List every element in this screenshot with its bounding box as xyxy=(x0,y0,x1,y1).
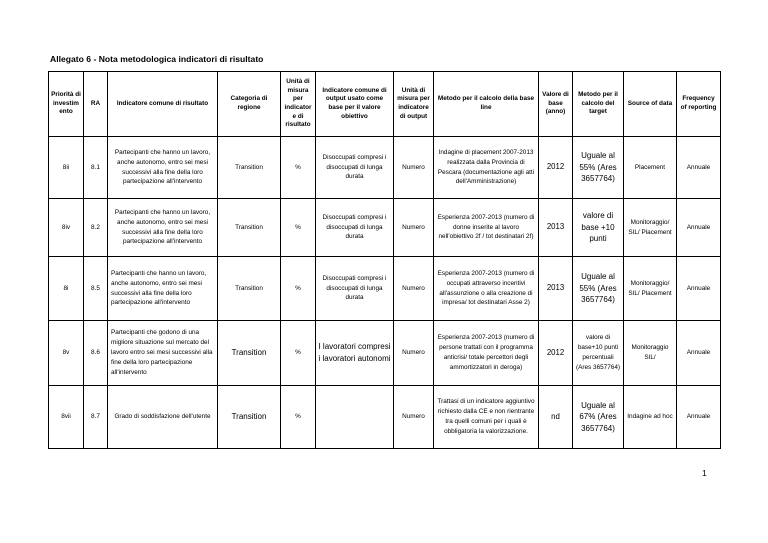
cell-priorita: 8vii xyxy=(49,386,84,449)
cell-categoria: Transition xyxy=(218,386,281,449)
cell-output: Disoccupati compresi i disoccupati di lunga durata xyxy=(316,199,394,257)
document-title: Allegato 6 - Nota metodologica indicatori di risultato xyxy=(50,54,264,64)
cell-indicatore: Partecipanti che godono di una migliore situazione sul mercato del lavoro entro sei mesi successivi alla fine della loro partecipazione all'intervento xyxy=(108,321,218,386)
table-row xyxy=(49,257,721,321)
cell-source: Monitoraggio/ SIL/ Placement xyxy=(624,257,677,321)
cell-priorita: 8ii xyxy=(49,137,84,199)
header-unita-misura: Unità di misura per indicator e di risultato xyxy=(281,72,316,137)
cell-output: Disoccupati compresi i disoccupati di lunga durata xyxy=(316,137,394,199)
cell-categoria: Transition xyxy=(218,257,281,321)
header-output: Indicatore comune di output usato come base per il valore obiettivo xyxy=(316,72,394,137)
cell-metodo-base: Esperienza 2007-2013 (numero di persone trattati con il programma anticrisi/ totale percettori degli ammortizzatori in deroga) xyxy=(434,321,539,386)
cell-frequency: Annuale xyxy=(677,137,721,199)
cell-indicatore: Partecipanti che hanno un lavoro, anche autonomo, entro sei mesi successivi alla fine della loro partecipazione all'intervento xyxy=(108,257,218,321)
cell-ra: 8.6 xyxy=(84,321,108,386)
header-metodo-base: Metodo per il calcolo della base line xyxy=(434,72,539,137)
cell-source: Indagine ad hoc xyxy=(624,386,677,449)
page-number: 1 xyxy=(702,468,707,478)
header-indicatore: Indicatore comune di risultato xyxy=(108,72,218,137)
cell-indicatore: Partecipanti che hanno un lavoro, anche autonomo, entro sei mesi successivi alla fine della loro partecipazione all'intervento xyxy=(108,199,218,257)
header-frequency: Frequency of reporting xyxy=(677,72,721,137)
cell-target: Uguale al 55% (Ares 3657764) xyxy=(573,137,624,199)
cell-metodo-base: Trattasi di un indicatore aggiuntivo richiesto dalla CE e non rientrante tra quelli comuni per i quali è obbligatoria la valorizzazione. xyxy=(434,386,539,449)
cell-ra: 8.2 xyxy=(84,199,108,257)
cell-anno: 2013 xyxy=(539,199,573,257)
cell-categoria: Transition xyxy=(218,199,281,257)
cell-target: valore di base+10 punti percentuali (Ares 3657764) xyxy=(573,321,624,386)
cell-anno: 2013 xyxy=(539,257,573,321)
cell-anno: nd xyxy=(539,386,573,449)
cell-categoria: Transition xyxy=(218,321,281,386)
cell-anno: 2012 xyxy=(539,321,573,386)
table-header-row xyxy=(49,72,721,137)
header-ra: RA xyxy=(84,72,108,137)
table-row xyxy=(49,321,721,386)
cell-indicatore: Grado di soddisfazione dell'utente xyxy=(108,386,218,449)
cell-frequency: Annuale xyxy=(677,321,721,386)
cell-frequency: Annuale xyxy=(677,386,721,449)
cell-unita: % xyxy=(281,321,316,386)
cell-frequency: Annuale xyxy=(677,199,721,257)
cell-unita: % xyxy=(281,137,316,199)
cell-unita-output: Numero xyxy=(394,321,434,386)
cell-ra: 8.7 xyxy=(84,386,108,449)
cell-metodo-base: Indagine di placement 2007-2013 realizzata dalla Provincia di Pescara (documentazione agli atti dell'Amministrazione) xyxy=(434,137,539,199)
cell-source: Placement xyxy=(624,137,677,199)
cell-frequency: Annuale xyxy=(677,257,721,321)
cell-anno: 2012 xyxy=(539,137,573,199)
cell-unita: % xyxy=(281,257,316,321)
cell-unita-output: Numero xyxy=(394,257,434,321)
cell-priorita: 8i xyxy=(49,257,84,321)
header-unita-output: Unità di misura per indicatore di output xyxy=(394,72,434,137)
header-priorita: Priorità di investim ento xyxy=(49,72,84,137)
cell-unita-output: Numero xyxy=(394,199,434,257)
table-row xyxy=(49,137,721,199)
cell-unita: % xyxy=(281,199,316,257)
header-metodo-target: Metodo per il calcolo del target xyxy=(573,72,624,137)
cell-priorita: 8iv xyxy=(49,199,84,257)
cell-output xyxy=(316,386,394,449)
cell-output: Disoccupati compresi i disoccupati di lunga durata xyxy=(316,257,394,321)
cell-source: Monitoraggio/ SIL/ Placement xyxy=(624,199,677,257)
cell-metodo-base: Esperienza 2007-2013 (numero di occupati attraverso incentivi all'assunzione o alla creazione di impresa/ tot destinatari Asse 2) xyxy=(434,257,539,321)
cell-unita: % xyxy=(281,386,316,449)
cell-ra: 8.5 xyxy=(84,257,108,321)
cell-output: I lavoratori compresi i lavoratori autonomi xyxy=(316,321,394,386)
cell-indicatore: Partecipanti che hanno un lavoro, anche autonomo, entro sei mesi successivi alla fine della loro partecipazione all'intervento xyxy=(108,137,218,199)
table-row xyxy=(49,199,721,257)
indicators-table xyxy=(48,71,721,449)
cell-unita-output: Numero xyxy=(394,137,434,199)
cell-target: valore di base +10 punti xyxy=(573,199,624,257)
table-row xyxy=(49,386,721,449)
cell-unita-output: Numero xyxy=(394,386,434,449)
cell-metodo-base: Esperienza 2007-2013 (numero di donne inserite al lavoro nell'obiettivo 2f / tot destinatari 2f) xyxy=(434,199,539,257)
cell-source: Monitoraggio SIL/ xyxy=(624,321,677,386)
cell-priorita: 8v xyxy=(49,321,84,386)
cell-target: Uguale al 55% (Ares 3657764) xyxy=(573,257,624,321)
header-categoria: Categoria di regione xyxy=(218,72,281,137)
cell-target: Uguale al 67% (Ares 3657764) xyxy=(573,386,624,449)
header-source: Source of data xyxy=(624,72,677,137)
header-valore-base: Valore di base (anno) xyxy=(539,72,573,137)
cell-categoria: Transition xyxy=(218,137,281,199)
cell-ra: 8.1 xyxy=(84,137,108,199)
